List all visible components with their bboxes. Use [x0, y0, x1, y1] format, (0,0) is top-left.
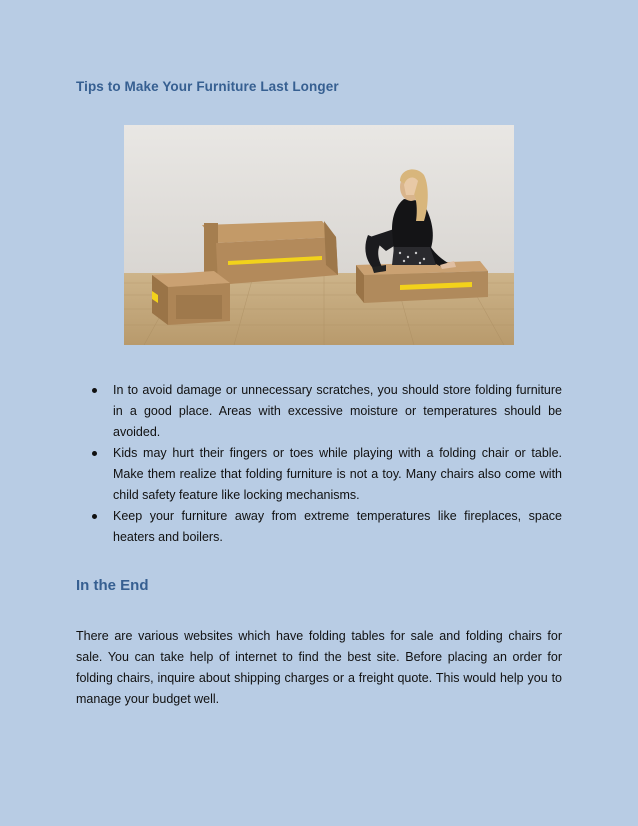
list-item: [92, 506, 562, 548]
list-item-text: In to avoid damage or unnecessary scratches, you should store folding furniture in a good place. Areas with excessive moisture or temperatures should be avoided.: [113, 383, 562, 439]
bullet-icon: [92, 514, 97, 519]
cardboard-box-small: [152, 271, 230, 325]
list-item: [92, 443, 562, 506]
in-the-end-heading: In the End: [76, 577, 149, 594]
bullet-icon: [92, 388, 97, 393]
list-item: [92, 380, 562, 443]
cardboard-sofa: [202, 221, 338, 285]
list-item-text: Keep your furniture away from extreme temperatures like fireplaces, space heaters and boilers.: [113, 509, 562, 544]
bullet-icon: [92, 451, 97, 456]
in-the-end-paragraph: There are various websites which have folding tables for sale and folding chairs for sale. You can take help of internet to find the best site. Before placing an order for folding chairs, inquire about shipping charges or a freight quote. This would help you to manage your budget well.: [76, 629, 562, 706]
tips-heading: Tips to Make Your Furniture Last Longer: [76, 79, 339, 94]
cardboard-furniture-photo: [124, 125, 514, 345]
list-item-text: Kids may hurt their fingers or toes while playing with a folding chair or table. Make them realize that folding furniture is not a toy. Many chairs also come with child safety feature like locking mechanisms.: [113, 446, 562, 502]
tips-list: [92, 380, 562, 548]
